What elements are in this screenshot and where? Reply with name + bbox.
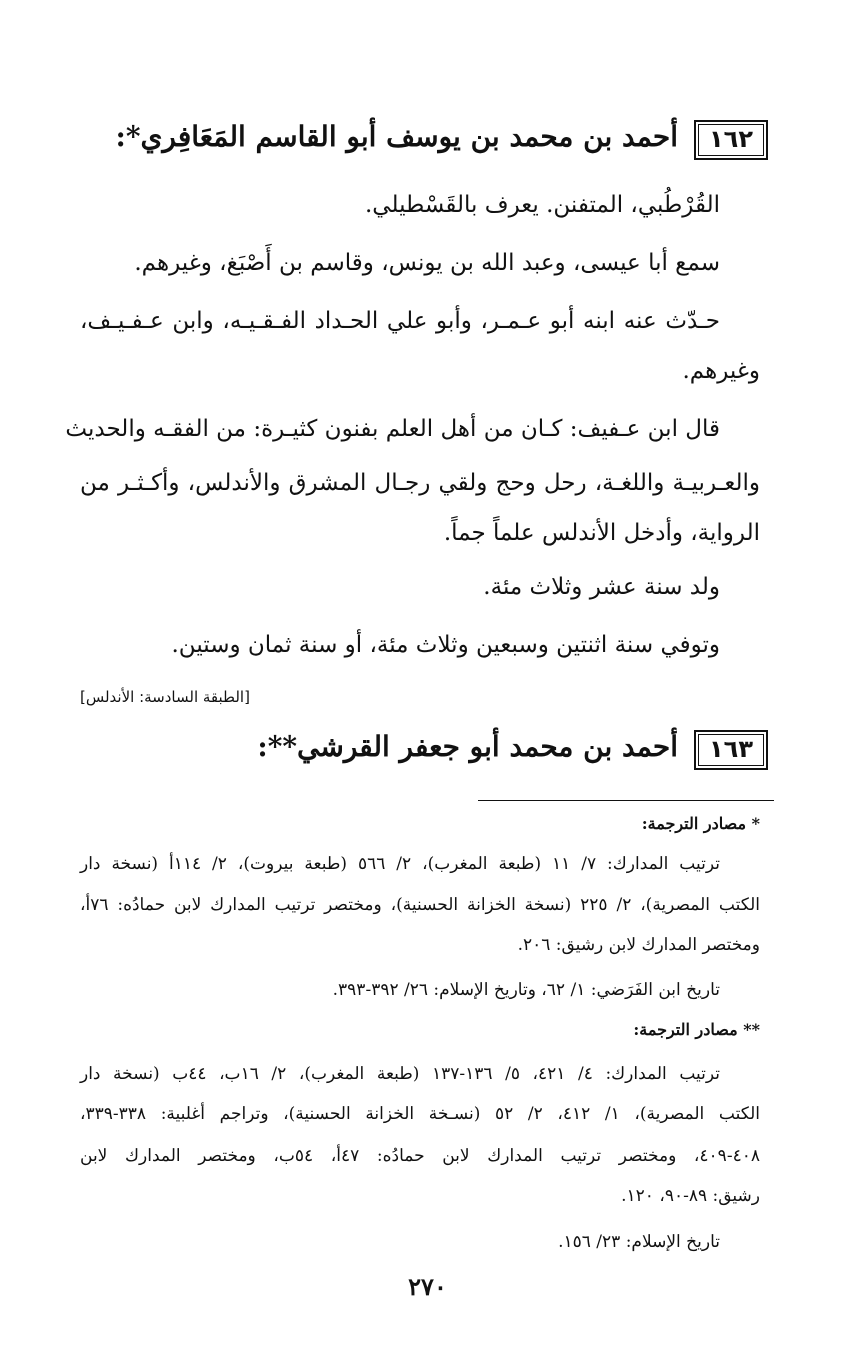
- footnote-line: ترتيب المدارك: ٧/ ١١ (طبعة المغرب)، ٢/ ٥٦٦ (طبعة بيروت)، ٢/ ١١٤أ (نسخة دار: [80, 854, 720, 874]
- text-line: ولد سنة عشر وثلاث مئة.: [483, 574, 720, 600]
- text-line: القُرْطُبي، المتفنن. يعرف بالقَسْطيلي.: [364, 192, 720, 218]
- footnote-line: ومختصر المدارك لابن رشيق: ٢٠٦.: [517, 935, 760, 955]
- text-line: قال ابن عـفيف: كـان من أهل العلم بفنون كثيـرة: من الفقـه والحديث: [65, 416, 720, 442]
- page-number: ٢٧٠: [408, 1272, 447, 1301]
- footnote-line: الكتب المصرية)، ١/ ٤١٢، ٢/ ٥٢ (نسـخة الخزانة الحسنية)، وتراجم أغلبية: ٣٣٨-٣٣٩،: [80, 1104, 760, 1124]
- entry-number-box: ١٦٣: [694, 730, 768, 770]
- footnote-line: ترتيب المدارك: ٤/ ٤٢١، ٥/ ١٣٦-١٣٧ (طبعة المغرب)، ٢/ ١٦ب، ٤٤ب (نسخة دار: [80, 1064, 720, 1084]
- footnote-label: ** مصادر الترجمة:: [633, 1020, 760, 1039]
- footnote-separator: [478, 800, 774, 801]
- text-line: الرواية، وأدخل الأندلس علماً جماً.: [443, 520, 760, 546]
- text-line: والعـربيـة واللغـة، رحل وحج ولقي رجـال المشرق والأندلس، وأكـثـر من: [80, 470, 760, 496]
- footnote-label: * مصادر الترجمة:: [641, 814, 760, 833]
- text-line: حـدّث عنه ابنه أبو عـمـر، وأبو علي الحـداد الفـقـيـه، وابن عـفـيـف،: [80, 308, 720, 334]
- text-line: سمع أبا عيسى، وعبد الله بن يونس، وقاسم بن أَصْبَغ، وغيرهم.: [134, 250, 720, 276]
- tabaqa-note: [الطبقة السادسة: الأندلس]: [80, 688, 250, 706]
- entry-number-box: ١٦٢: [694, 120, 768, 160]
- text-line: وتوفي سنة اثنتين وسبعين وثلاث مئة، أو سنة ثمان وستين.: [171, 632, 720, 658]
- footnote-line: الكتب المصرية)، ٢/ ٢٢٥ (نسخة الخزانة الحسنية)، ومختصر ترتيب المدارك لابن حمادُه: ٧٦أ،: [80, 895, 760, 915]
- footnote-line: تاريخ الإسلام: ٢٣/ ١٥٦.: [558, 1232, 720, 1252]
- text-line: وغيرهم.: [682, 358, 760, 384]
- footnote-line: ٤٠٨-٤٠٩، ومختصر ترتيب المدارك لابن حمادُه: ٤٧أ، ٥٤ب، ومختصر المدارك لابن: [80, 1146, 760, 1166]
- footnote-line: تاريخ ابن الفَرَضي: ١/ ٦٢، وتاريخ الإسلام: ٢٦/ ٣٩٢-٣٩٣.: [332, 980, 720, 1000]
- entry-heading: أحمد بن محمد بن يوسف أبو القاسم المَعَافِري*:: [115, 120, 678, 153]
- entry-heading: أحمد بن محمد أبو جعفر القرشي**:: [257, 730, 678, 763]
- footnote-line: رشيق: ٨٩-٩٠، ١٢٠.: [621, 1186, 760, 1206]
